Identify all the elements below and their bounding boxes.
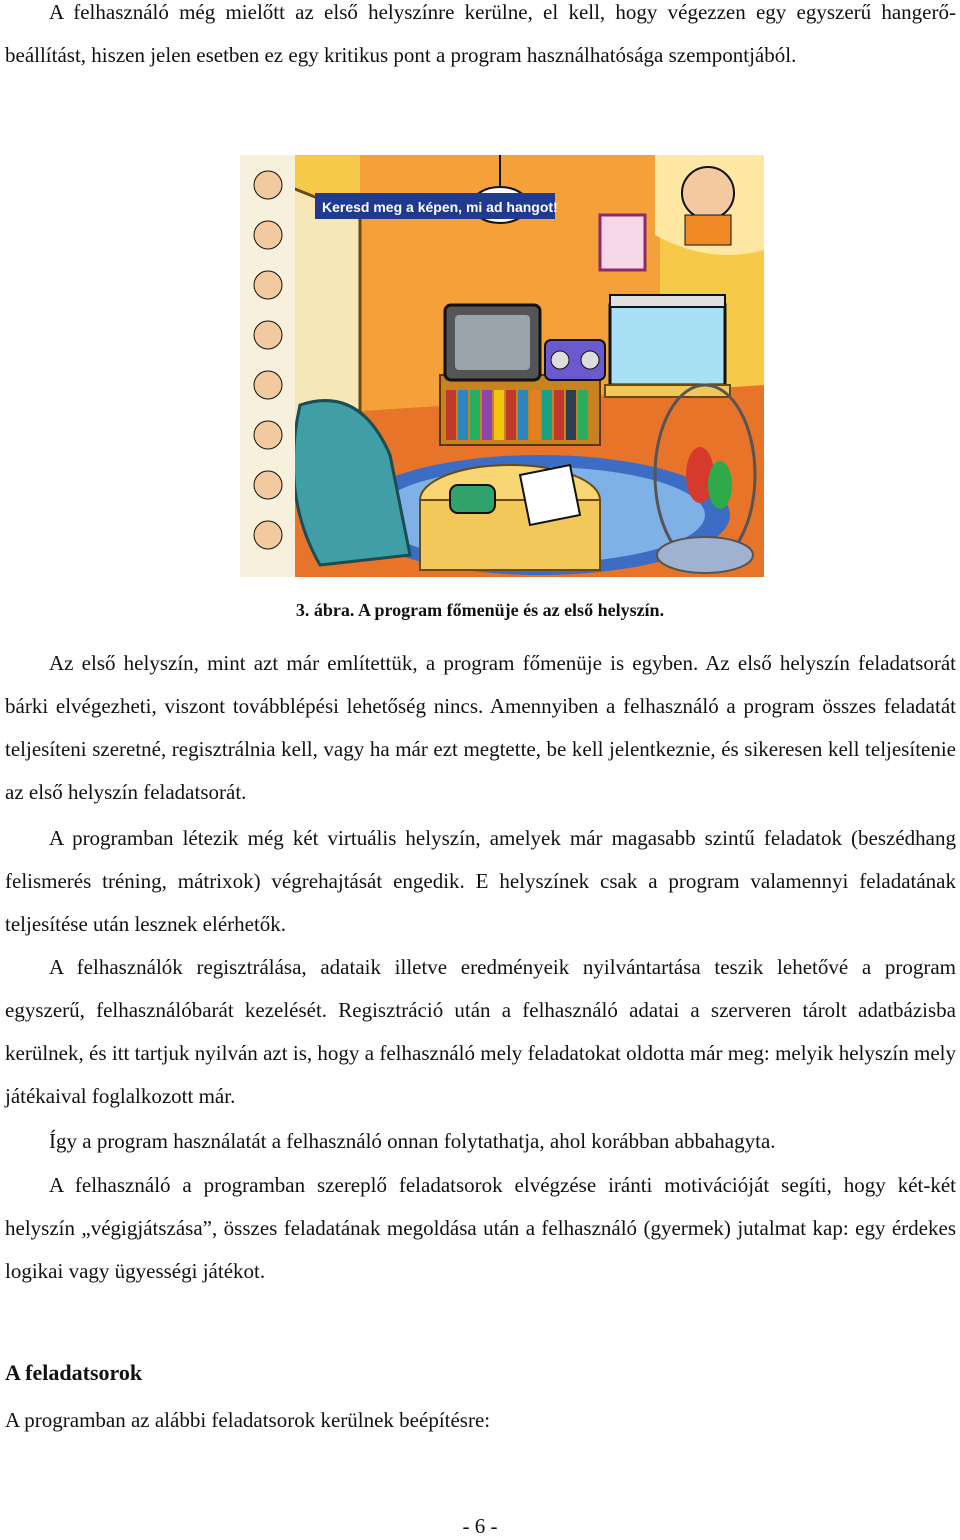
page-number: - 6 - (462, 1514, 498, 1538)
figure-caption-title: A program főmenüje és az első helyszín. (357, 600, 665, 620)
paragraph-continue: Így a program használatát a felhasználó onnan folytathatja, ahol korábban abbahagyta. (49, 1129, 776, 1153)
room-scene-drawing (240, 155, 764, 577)
section-heading: A feladatsorok (5, 1360, 143, 1385)
paragraph-volume-setup: A felhasználó még mielőtt az első helyszínre kerülne, el kell, hogy végezzen egy egyszerű hangerő-beállítást, hiszen jelen esetben ez egy kritikus pont a program használhatósága szempontjából. (5, 0, 956, 67)
paragraph-task-list-intro: A programban az alábbi feladatsorok kerülnek beépítésre: (5, 1408, 491, 1432)
paragraph-motivation: A felhasználó a programban szereplő feladatsorok elvégzése iránti motivációját segíti, hogy két-két helyszín „végigjátszása”, összes feladatának megoldása után a felhasználó (gyermek) jutalmat kap: egy érdekes logikai vagy ügyességi játékot. (5, 1173, 956, 1283)
main-menu-illustration (240, 155, 764, 577)
paragraph-virtual-locations: A programban létezik még két virtuális helyszín, amelyek már magasabb szintű feladatok (beszédhang felismerés tréning, mátrixok) végrehajtását engedik. E helyszínek csak a program valamennyi feladatának teljesítése után lesznek elérhetők. (5, 826, 956, 936)
paragraph-registration: A felhasználók regisztrálása, adataik illetve eredményeik nyilvántartása teszik lehetővé a program egyszerű, felhasználóbarát kezelését. Regisztráció után a felhasználó adatai a szerveren tárolt adatbázisba kerülnek, és itt tartjuk nyilván azt is, hogy a felhasználó mely feladatokat oldotta már meg: melyik helyszín mely játékaival foglalkozott már. (5, 955, 956, 1108)
paragraph-first-location: Az első helyszín, mint azt már említettük, a program főmenüje is egyben. Az első helyszín feladatsorát bárki elvégezheti, viszont továbblépési lehetőség nincs. Amennyiben a felhasználó a program összes feladatát teljesíteni szeretné, regisztrálnia kell, vagy ha már ezt megtette, be kell jelentkeznie, és sikeresen kell teljesítenie az első helyszín feladatsorát. (5, 651, 956, 804)
figure-caption-label: 3. ábra. (295, 600, 355, 620)
figure-caption (0, 596, 960, 624)
figure-banner-text: Keresd meg a képen, mi ad hangot! (322, 199, 558, 215)
